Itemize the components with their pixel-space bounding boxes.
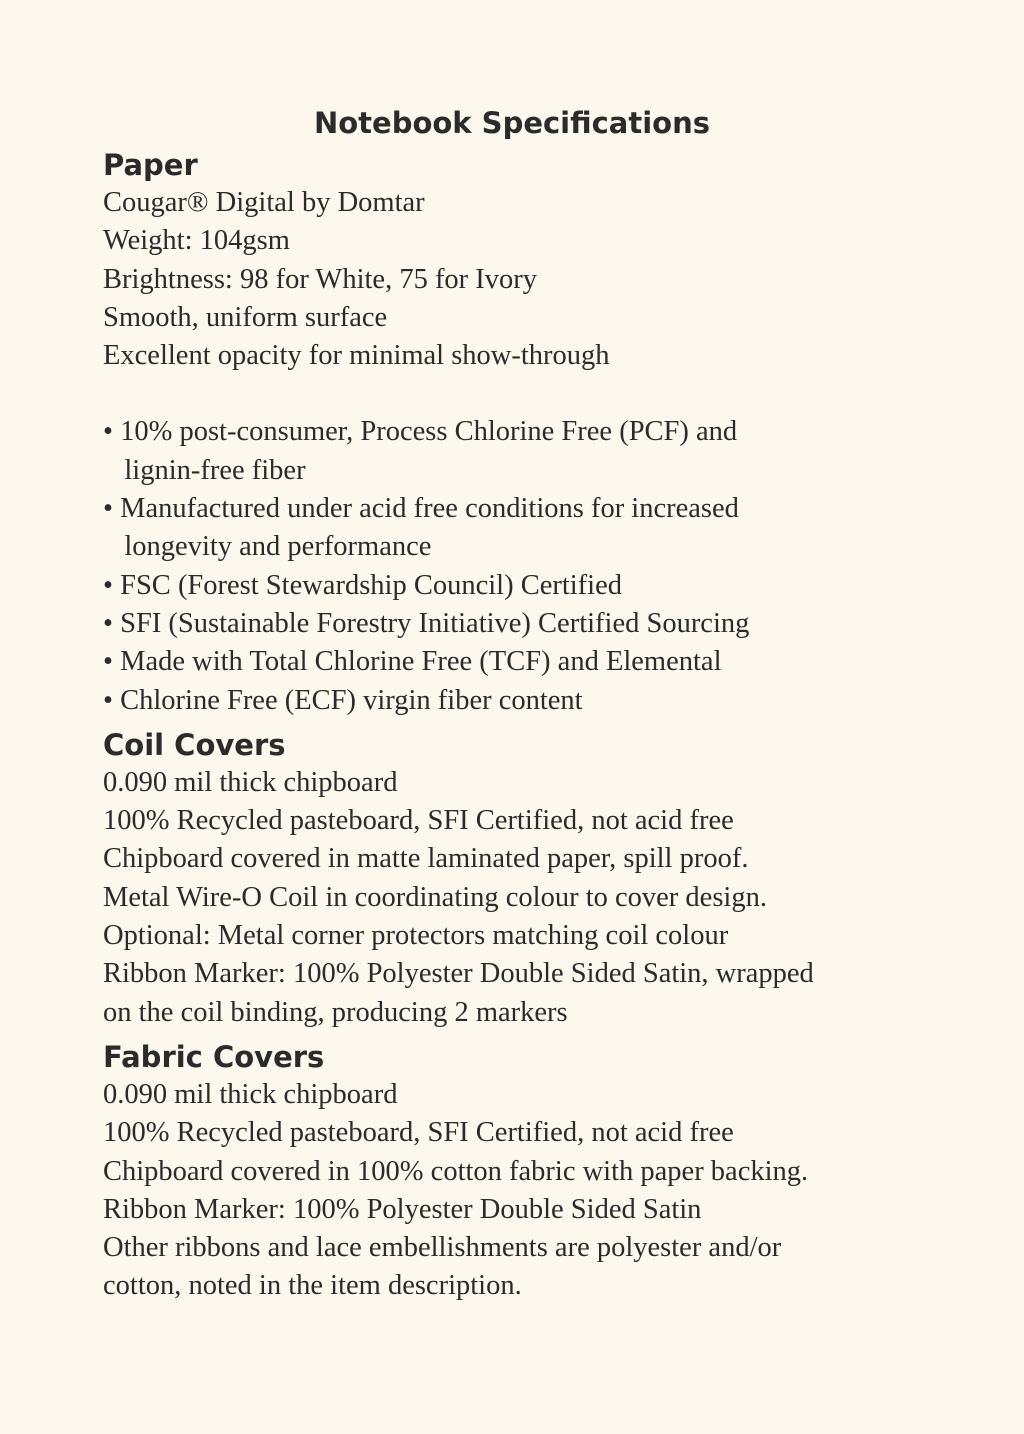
coil-covers-line: Chipboard covered in matte laminated paper, spill proof. — [103, 843, 749, 875]
fabric-covers-line: cotton, noted in the item description. — [103, 1270, 522, 1302]
coil-covers-heading: Coil Covers — [103, 727, 286, 762]
spacer — [103, 375, 963, 413]
bullet-item: • SFI (Sustainable Forestry Initiative) Certified Sourcing — [103, 607, 750, 639]
page-title: Notebook Specifications — [313, 106, 711, 140]
coil-covers-line: Ribbon Marker: 100% Polyester Double Sided Satin, wrapped — [103, 958, 814, 990]
coil-covers-line: 0.090 mil thick chipboard — [103, 766, 398, 798]
bullet-item: • 10% post-consumer, Process Chlorine Free (PCF) and — [103, 416, 738, 448]
coil-covers-section — [103, 726, 963, 1032]
fabric-covers-section — [103, 1038, 963, 1306]
coil-covers-line: Metal Wire-O Coil in coordinating colour to cover design. — [103, 881, 767, 913]
fabric-covers-line: Ribbon Marker: 100% Polyester Double Sided Satin — [103, 1193, 702, 1225]
paper-bullet-list — [103, 413, 963, 719]
fabric-covers-line: 100% Recycled pasteboard, SFI Certified, not acid free — [103, 1117, 734, 1149]
bullet-item: • Manufactured under acid free conditions for increased — [103, 493, 739, 525]
bullet-item: • FSC (Forest Stewardship Council) Certified — [103, 569, 622, 601]
coil-covers-line: on the coil binding, producing 2 markers — [103, 996, 568, 1028]
fabric-covers-line: Other ribbons and lace embellishments are polyester and/or — [103, 1232, 782, 1264]
paper-line: Smooth, uniform surface — [103, 301, 388, 333]
bullet-item-continuation: lignin-free fiber — [103, 454, 306, 486]
paper-line: Brightness: 98 for White, 75 for Ivory — [103, 263, 538, 295]
fabric-covers-line: 0.090 mil thick chipboard — [103, 1078, 398, 1110]
coil-covers-line: Optional: Metal corner protectors matching coil colour — [103, 920, 729, 952]
fabric-covers-line: Chipboard covered in 100% cotton fabric with paper backing. — [103, 1155, 809, 1187]
spec-document — [103, 100, 963, 1306]
bullet-item: • Made with Total Chlorine Free (TCF) and Elemental — [103, 646, 722, 678]
paper-heading: Paper — [103, 148, 198, 182]
coil-covers-line: 100% Recycled pasteboard, SFI Certified, not acid free — [103, 805, 734, 837]
paper-section — [103, 146, 963, 720]
bullet-item: • Chlorine Free (ECF) virgin fiber content — [103, 684, 583, 716]
paper-line: Cougar® Digital by Domtar — [103, 187, 425, 218]
paper-line: Weight: 104gsm — [103, 225, 290, 257]
fabric-covers-heading: Fabric Covers — [103, 1039, 325, 1074]
paper-line: Excellent opacity for minimal show-through — [103, 340, 610, 372]
bullet-item-continuation: longevity and performance — [103, 531, 432, 563]
